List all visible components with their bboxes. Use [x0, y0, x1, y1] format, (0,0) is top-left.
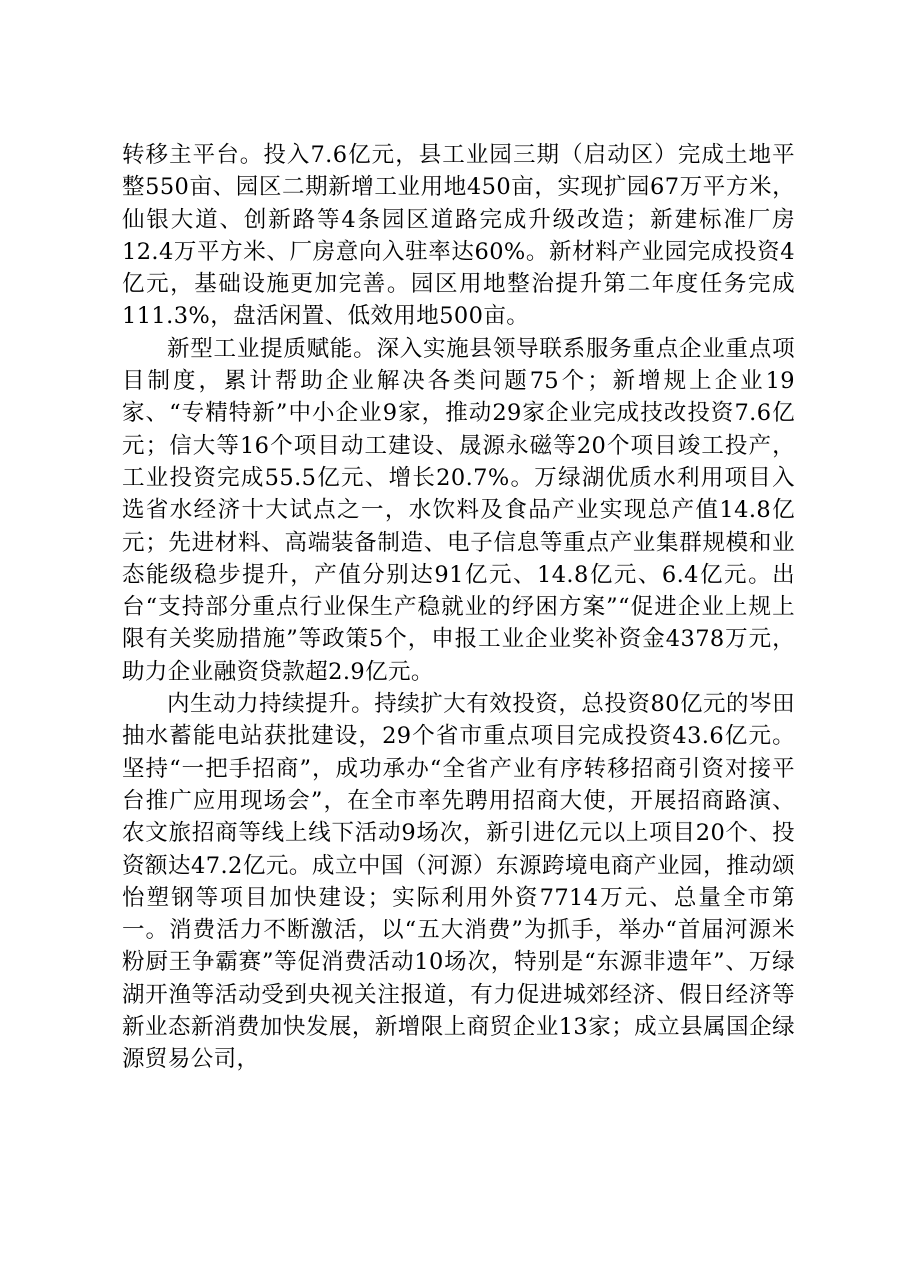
document-body — [122, 139, 795, 1076]
paragraph-new-industry: 新型工业提质赋能。深入实施县领导联系服务重点企业重点项目制度，累计帮助企业解决各类问题75个；新增规上企业19家、“专精特新”中小企业9家，推动29家企业完成技改投资7.6亿元；信大等16个项目动工建设、晟源永磁等20个项目竣工投产，工业投资完成55.5亿元、增长20.7%。万绿湖优质水利用项目入选省水经济十大试点之一，水饮料及食品产业实现总产值14.8亿元；先进材料、高端装备制造、电子信息等重点产业集群规模和业态能级稳步提升，产值分别达91亿元、14.8亿元、6.4亿元。出台“支持部分重点行业保生产稳就业的纾困方案”“促进企业上规上限有关奖励措施”等政策5个，申报工业企业奖补资金4378万元，助力企业融资贷款超2.9亿元。 — [122, 335, 795, 685]
paragraph-endogenous-momentum: 内生动力持续提升。持续扩大有效投资，总投资80亿元的岑田抽水蓄能电站获批建设，29个省市重点项目完成投资43.6亿元。坚持“一把手招商”，成功承办“全省产业有序转移招商引资对接平台推广应用现场会”，在全市率先聘用招商大使，开展招商路演、农文旅招商等线上线下活动9场次，新引进亿元以上项目20个、投资额达47.2亿元。成立中国（河源）东源跨境电商产业园，推动颂怡塑钢等项目加快建设；实际利用外资7714万元、总量全市第一。消费活力不断激活，以“五大消费”为抓手，举办“首届河源米粉厨王争霸赛”等促消费活动10场次，特别是“东源非遗年”、万绿湖开渔等活动受到央视关注报道，有力促进城郊经济、假日经济等新业态新消费加快发展，新增限上商贸企业13家；成立县属国企绿源贸易公司， — [122, 691, 795, 1073]
paragraph-industrial-platform: 转移主平台。投入7.6亿元，县工业园三期（启动区）完成土地平整550亩、园区二期新增工业用地450亩，实现扩园67万平方米，仙银大道、创新路等4条园区道路完成升级改造；新建标准厂房12.4万平方米、厂房意向入驻率达60%。新材料产业园完成投资4亿元，基础设施更加完善。园区用地整治提升第二年度任务完成111.3%，盘活闲置、低效用地500亩。 — [122, 142, 795, 330]
